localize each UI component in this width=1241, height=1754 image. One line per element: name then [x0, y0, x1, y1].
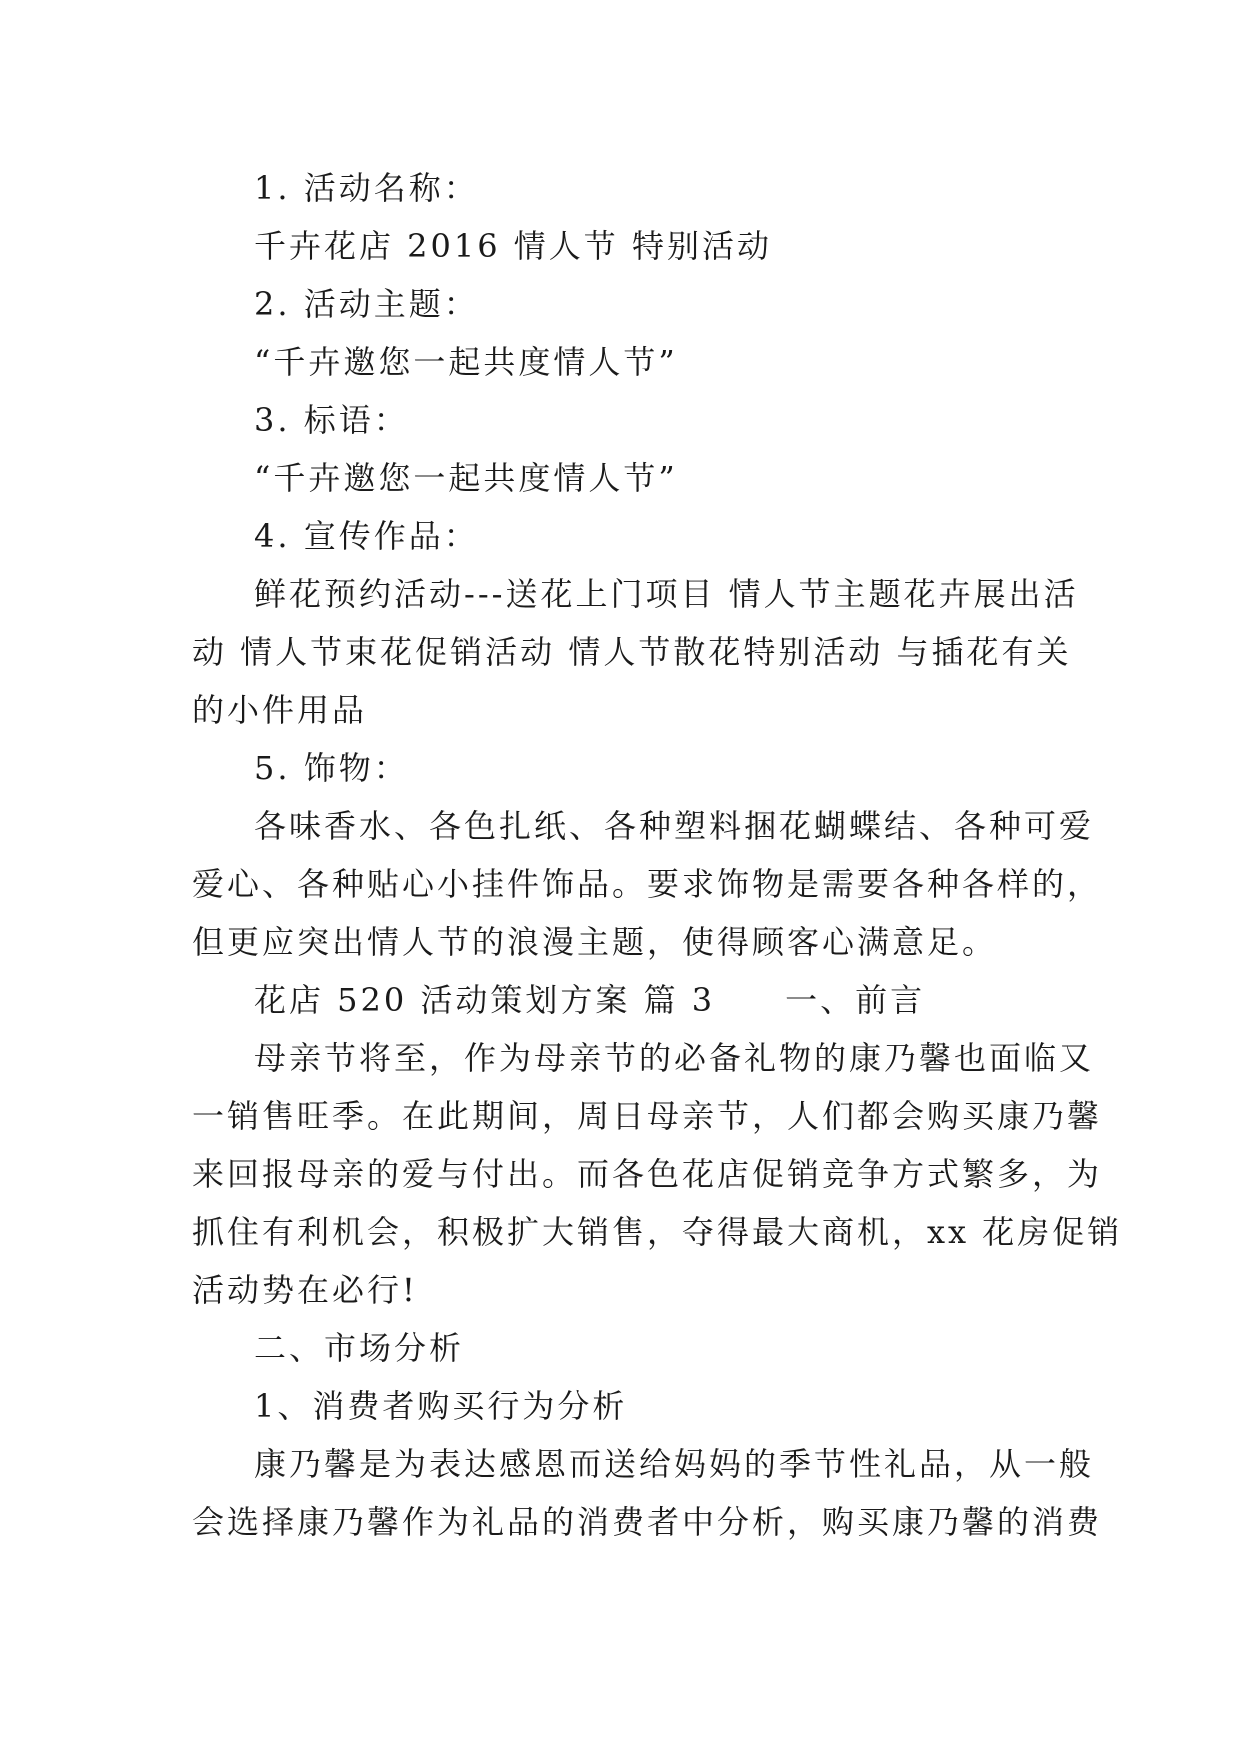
- paragraph-line: 的小件用品: [192, 691, 368, 729]
- paragraph-line: 活动势在必行!: [192, 1271, 418, 1309]
- paragraph-line: 来回报母亲的爱与付出。而各色花店促销竞争方式繁多，为: [192, 1155, 1103, 1193]
- paragraph-line: 但更应突出情人节的浪漫主题，使得顾客心满意足。: [192, 923, 998, 961]
- paragraph-line: 抓住有利机会，积极扩大销售，夺得最大商机，xx 花房促销: [192, 1213, 1123, 1251]
- item-5-heading: 5. 饰物：: [254, 749, 409, 787]
- section-title: 花店 520 活动策划方案 篇 3 一、前言: [254, 981, 926, 1019]
- slogan: “千卉邀您一起共度情人节”: [254, 459, 678, 497]
- paragraph-line: 一销售旺季。在此期间，周日母亲节，人们都会购买康乃馨: [192, 1097, 1103, 1135]
- item-1-heading: 1. 活动名称：: [254, 169, 479, 207]
- paragraph-line: 会选择康乃馨作为礼品的消费者中分析，购买康乃馨的消费: [192, 1503, 1103, 1541]
- item-3-heading: 3. 标语：: [254, 401, 409, 439]
- section-heading-market: 二、市场分析: [254, 1329, 465, 1367]
- activity-theme: “千卉邀您一起共度情人节”: [254, 343, 678, 381]
- paragraph-line: 爱心、各种贴心小挂件饰品。要求饰物是需要各种各样的，: [192, 865, 1103, 903]
- paragraph-line: 母亲节将至，作为母亲节的必备礼物的康乃馨也面临又: [254, 1039, 1095, 1077]
- activity-name: 千卉花店 2016 情人节 特别活动: [254, 227, 772, 265]
- paragraph-line: 康乃馨是为表达感恩而送给妈妈的季节性礼品，从一般: [254, 1445, 1095, 1483]
- item-4-heading: 4. 宣传作品：: [254, 517, 479, 555]
- item-2-heading: 2. 活动主题：: [254, 285, 479, 323]
- paragraph-line: 各味香水、各色扎纸、各种塑料捆花蝴蝶结、各种可爱: [254, 807, 1095, 845]
- paragraph-line: 动 情人节束花促销活动 情人节散花特别活动 与插花有关: [192, 633, 1072, 671]
- subsection-heading: 1、消费者购买行为分析: [254, 1387, 628, 1425]
- paragraph-line: 鲜花预约活动---送花上门项目 情人节主题花卉展出活: [254, 575, 1079, 613]
